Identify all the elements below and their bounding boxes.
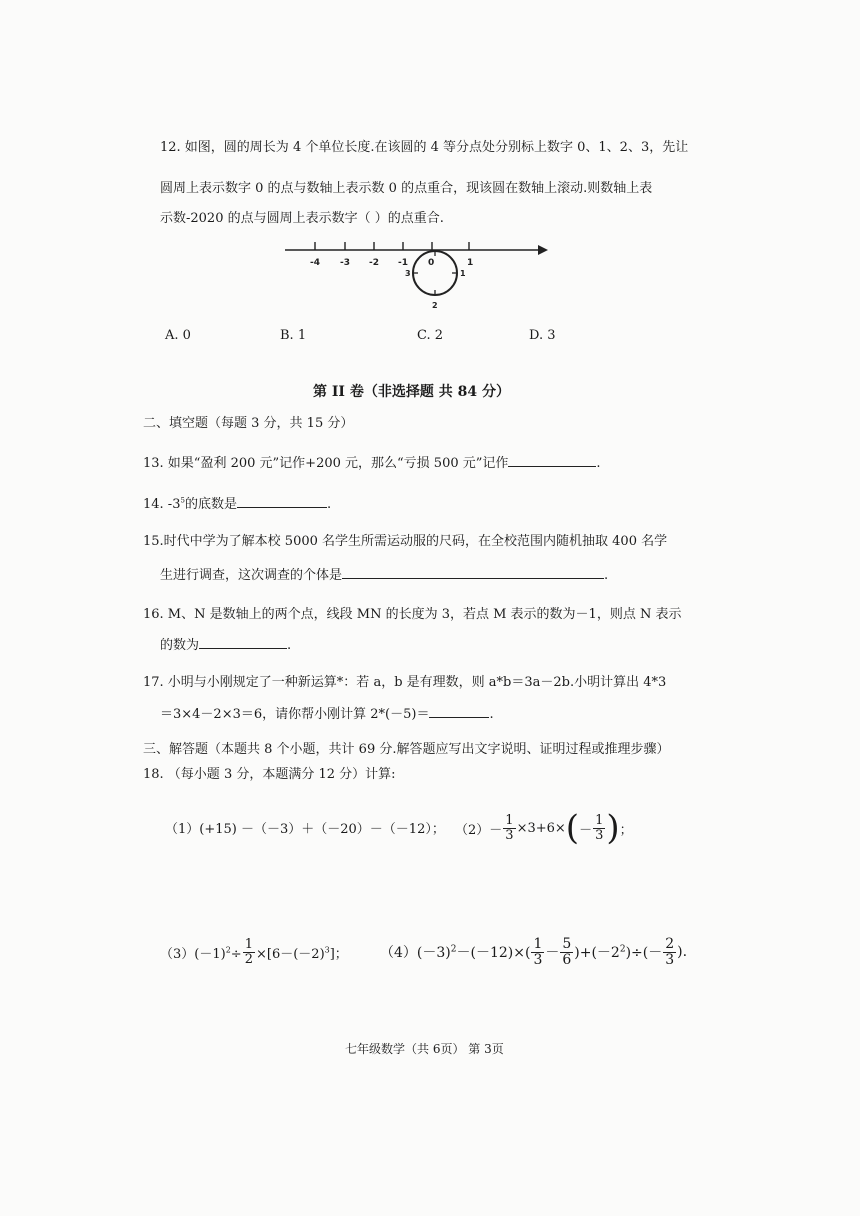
q12-option-c: C. 2 [417, 328, 444, 343]
solution-heading: 三、解答题（本题共 8 个小题，共计 69 分.解答题应写出文字说明、证明过程或推理步骤） [143, 742, 670, 757]
q14-exponent: 5 [180, 496, 185, 505]
section2-title: 第 II 卷（非选择题 共 84 分） [313, 384, 510, 400]
q15-end: . [604, 568, 609, 583]
tick-label: -3 [340, 258, 350, 268]
q14-end: . [326, 497, 332, 512]
fraction-one-third: $\frac{1}{3}$ [595, 812, 604, 843]
fraction-five-sixths: $\frac{5}{6}$ [562, 935, 572, 968]
q17-line2 [160, 703, 494, 722]
tick-label: -4 [310, 258, 320, 268]
fraction-one-third: $\frac{1}{3}$ [533, 935, 543, 968]
fraction-one-half: $\frac{1}{2}$ [244, 936, 253, 967]
q18-part2-label: （2）－ [455, 822, 503, 838]
q16-line2 [160, 634, 291, 653]
tick-label: 0 [428, 258, 435, 268]
q18-intro: 18. （每小题 3 分，本题满分 12 分）计算: [143, 767, 396, 782]
q15-text: 生进行调查，这次调查的个体是 [160, 568, 343, 583]
axis-arrow-icon [538, 245, 548, 255]
q17-answer-blank[interactable] [429, 703, 489, 718]
page-footer: 七年级数学（共 6页） 第 3页 [345, 1042, 504, 1056]
q17-line1: 17. 小明与小刚规定了一种新运算*：若 a，b 是有理数，则 a*b＝3a－2b.小明计算出 4*3 [143, 675, 667, 690]
q15-answer-blank[interactable] [342, 564, 604, 579]
q16-line1: 16. M、N 是数轴上的两个点，线段 MN 的长度为 3，若点 M 表示的数为－1，则点 N 表示 [143, 607, 682, 622]
circle-label: 1 [460, 269, 466, 278]
tick-label: 1 [467, 258, 474, 268]
q12-line2: 圆周上表示数字 0 的点与数轴上表示数 0 的点重合，现该圆在数轴上滚动.则数轴上表 [160, 181, 653, 196]
q16-answer-blank[interactable] [199, 634, 287, 649]
q13 [143, 452, 601, 471]
q18-part3: （3） $(-1)^2\div$ $\frac{1}{2}$ $\times[6-(-2)^3]$； [160, 936, 348, 967]
fill-in-heading: 二、填空题（每题 3 分，共 15 分） [143, 416, 354, 431]
q14-prefix: 14. -3 [143, 497, 181, 512]
q18-part3-label: （3） [160, 946, 195, 962]
circle-label: 3 [405, 269, 411, 278]
q13-text: 13. 如果“盈利 200 元”记作+200 元，那么“亏损 500 元”记作 [143, 456, 509, 471]
q17-end: . [489, 707, 494, 722]
rolling-circle [413, 251, 457, 295]
fraction-one-third: $\frac{1}{3}$ [505, 812, 514, 843]
q12-option-b: B. 1 [280, 328, 307, 343]
q14-answer-blank[interactable] [237, 493, 327, 508]
q12-option-d: D. 3 [529, 328, 556, 343]
q13-end: . [596, 456, 601, 471]
tick-label: -1 [398, 258, 408, 268]
q12-line3: 示数-2020 的点与圆周上表示数字（ ）的点重合. [160, 211, 444, 226]
q14 [143, 493, 331, 512]
circle-label: 2 [432, 301, 438, 310]
q15-line2 [160, 564, 608, 583]
q12-option-a: A. 0 [165, 328, 191, 343]
q18-part2: （2）－ $\frac{1}{3}$ ×3+6× ( － $\frac{1}{3}$ ) ； [455, 808, 633, 848]
q18-part4: （4） $(-3)^2-(-12)\times$( $\frac{1}{3}$ － $\frac{5}{6}$ )$+(-2^2)\div(-$ $\frac{2}{3}$ ). [380, 935, 688, 968]
q14-text: 的底数是 [184, 497, 237, 512]
q18-part1: （1）(+15) －（－3）＋（－20）－（－12）； [165, 822, 445, 837]
q16-text: 的数为 [160, 638, 200, 653]
q17-text: ＝3×4－2×3＝6，请你帮小刚计算 2*(－5)＝ [160, 707, 430, 722]
q18-part4-label: （4） [380, 945, 417, 961]
q13-answer-blank[interactable] [508, 452, 596, 467]
number-line-figure [280, 236, 550, 316]
tick-label: -2 [369, 258, 379, 268]
fraction-two-thirds: $\frac{2}{3}$ [665, 935, 675, 968]
q12-line1: 12. 如图，圆的周长为 4 个单位长度.在该圆的 4 等分点处分别标上数字 0、1、2、3，先让 [160, 140, 689, 155]
q15-line1: 15.时代中学为了解本校 5000 名学生所需运动服的尺码，在全校范围内随机抽取 400 名学 [143, 534, 668, 549]
q16-end: . [287, 638, 292, 653]
